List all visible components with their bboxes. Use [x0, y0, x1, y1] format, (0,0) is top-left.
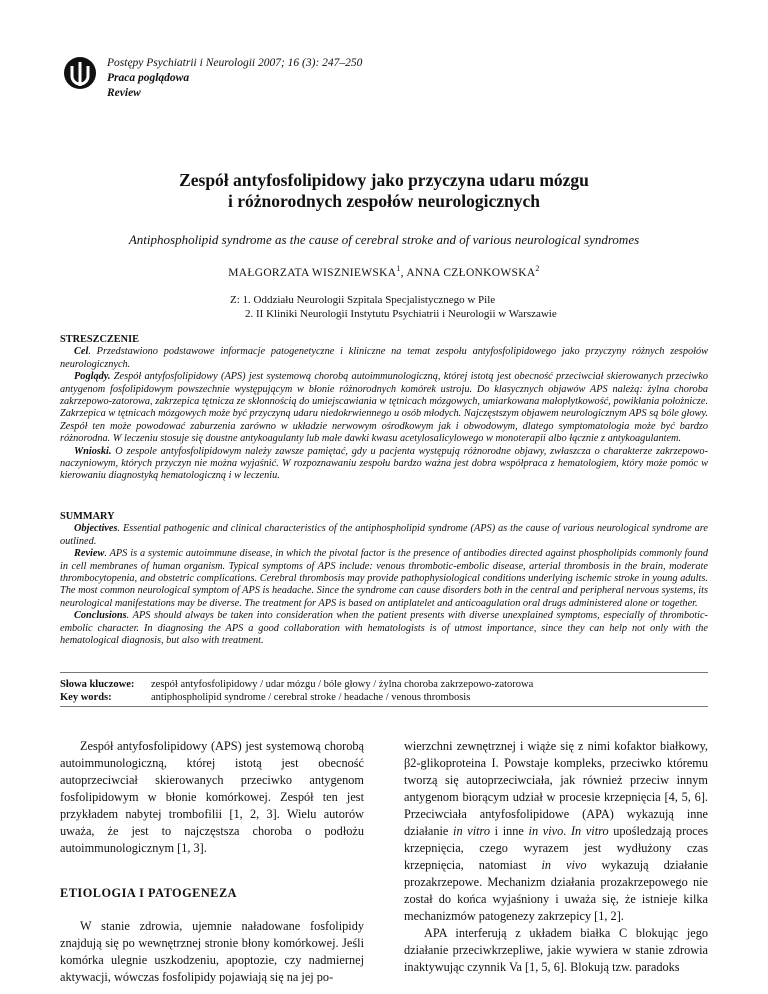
affiliation-1: 1. Oddziału Neurologii Szpitala Specjalistycznego w Pile: [242, 294, 496, 306]
italic-term: in vitro: [453, 824, 491, 838]
keywords-pl-label: Słowa kluczowe:: [60, 679, 135, 690]
cel-text: . Przedstawiono podstawowe informacje patogenetyczne i kliniczne na temat zespołu antyfosfolipidowego jako przyczyny różnych zespołów neurologicznych.: [60, 346, 708, 370]
divider-top: [60, 672, 708, 673]
section-heading: ETIOLOGIA I PATOGENEZA: [60, 886, 238, 900]
abstract-pl-poglady: [60, 371, 708, 445]
article-title: [60, 170, 708, 212]
affiliation-prefix: Z:: [230, 294, 240, 306]
poglady-label: Poglądy.: [74, 371, 111, 383]
text-segment: .: [563, 824, 571, 838]
cel-label: Cel: [74, 346, 89, 358]
abstract-pl-cel: [60, 346, 708, 371]
abstract-en-conclusions: [60, 610, 708, 647]
author-1: MAŁGORZATA WISZNIEWSKA: [228, 266, 397, 279]
paragraph-left: W stanie zdrowia, ujemnie naładowane fosfolipidy znajdują się po wewnętrznej stronie błony komórkowej. Jeśli komórka ulegnie uszkodzeniu, apoptozie, czy nadmiernej aktywacji, wówczas fosfolipidy pojawiają się na jej po-: [60, 919, 364, 984]
title-line-2: i różnorodnych zespołów neurologicznych: [228, 191, 540, 211]
journal-citation: Postępy Psychiatrii i Neurologii 2007; 16 (3): 247–250: [107, 57, 363, 69]
title-line-1: Zespół antyfosfolipidowy jako przyczyna udaru mózgu: [179, 170, 589, 190]
conclusions-label: Conclusions: [74, 610, 127, 622]
italic-term: In vitro: [570, 824, 609, 838]
authors: [60, 264, 708, 279]
affiliation-2: 2. II Kliniki Neurologii Instytutu Psychiatrii i Neurologii w Warszawie: [245, 308, 557, 320]
journal-logo-icon: [63, 56, 97, 90]
objectives-text: . Essential pathogenic and clinical characteristics of the antiphospholipid syndrome (APS) as the cause of various neurological syndrome are outlined.: [60, 523, 708, 547]
abstract-english: [60, 511, 708, 647]
intro-paragraph: Zespół antyfosfolipidowy (APS) jest systemową chorobą autoimmunologiczną, której istotą jest obecność autoprzeciwciał skierowanych przeciwko antygenom fosfolipidowym w błonie komórkowej. Zespół ten jest przykładem nabytej trombofilii [1, 2, 3]. Wielu autorów uważa, że jest to najczęstsza choroba o podłożu autoimmunologicznym [1, 3].: [60, 739, 364, 855]
keywords-en-label: Key words:: [60, 692, 112, 703]
text-segment: wykazują działanie prozakrzepowe. Mechanizm działania prozakrzepowego nie został do końca wyjaśniony i uważa się, że istnieje kilka mechanizmów patogenezy zakrzepicy [1, 2].: [404, 858, 708, 923]
italic-term: in vivo: [528, 824, 564, 838]
author-1-affil: 1: [396, 264, 401, 273]
article-type-pl: Praca poglądowa: [107, 72, 190, 84]
wnioski-text: O zespole antyfosfolipidowym należy zawsze pamiętać, gdy u pacjenta występują różnorodne objawy, zwłaszcza o charakterze zakrzepowo-naczyniowym, których przyczyn nie można wyjaśnić. W rozpoznawaniu zespołu bardzo ważna jest dobra współpraca z hematologiem, który może pomóc w kierowaniu diagnostyką hematologiczną i w leczeniu.: [60, 445, 708, 482]
conclusions-text: . APS should always be taken into consideration when the patient presents with diverse unexplained symptoms, especially of thrombotic-embolic character. In diagnosing the APS a good collaboration with hematologists is of utmost importance, since they can help not only with the hematological diagnosis, but also with treatment.: [60, 610, 708, 647]
keywords: [60, 678, 533, 704]
wnioski-label: Wnioski.: [74, 445, 112, 457]
body-column-left: [60, 738, 364, 986]
abstract-pl-heading: STRESZCZENIE: [60, 334, 139, 345]
abstract-en-objectives: [60, 523, 708, 548]
abstract-en-heading: SUMMARY: [60, 511, 115, 522]
paragraph-right-1: [404, 738, 708, 925]
abstract-pl-wnioski: [60, 446, 708, 483]
body-column-right: [404, 738, 708, 976]
paragraph-right-2: APA interferują z układem białka C blokując jego działanie przeciwkrzepliwe, jakie wywiera w stanie zdrowia inaktywując czynnik Va [1, 5, 6]. Blokują tzw. paradoks: [404, 926, 708, 974]
text-segment: i inne: [490, 824, 529, 838]
text-segment: upośledzają proces krzepnięcia, czego wyrazem jest wydłużony czas krzepnięcia, natomiast: [404, 824, 709, 872]
author-2: ANNA CZŁONKOWSKA: [406, 266, 536, 279]
article-type-en: Review: [107, 87, 141, 99]
review-label: Review: [74, 548, 105, 560]
article-subtitle: Antiphospholipid syndrome as the cause of cerebral stroke and of various neurological syndromes: [128, 232, 640, 247]
author-2-affil: 2: [535, 264, 540, 273]
keywords-en-value: antiphospholipid syndrome / cerebral stroke / headache / venous thrombosis: [151, 692, 471, 703]
objectives-label: Objectives: [74, 523, 118, 535]
italic-term: in vivo: [541, 858, 587, 872]
affiliations: [230, 293, 557, 321]
text-segment: wierzchni zewnętrznej i wiąże się z nimi kofaktor białkowy, β2-glikoproteina I. Powstaje kompleks, przeciwko któremu tworzą się autoprzeciwciała, jak również przeciw innym antygenom biorącym udział w procesie krzepnięcia [4, 5, 6]. Przeciwciała antyfosfolipidowe (APA) wykazują inne działanie: [404, 739, 708, 838]
author-separator: ,: [400, 266, 407, 279]
keywords-pl-value: zespół antyfosfolipidowy / udar mózgu / bóle głowy / żylna choroba zakrzepowo-zatorowa: [151, 679, 534, 690]
journal-header: [107, 56, 362, 101]
divider-bottom: [60, 706, 708, 707]
poglady-text: Zespół antyfosfolipidowy (APS) jest systemową chorobą autoimmunologiczną, której istotą jest obecność przeciwciał skierowanych przeciwko antygenom fosfolipidowym powszechnie występującym w błonie różnorodnych komórek ustroju. Do klasycznych objawów APS należą: żylna choroba zakrzepowo-zatorowa, zakrzepica tętnicza ze skłonnością do umiejscawiania w tętnicach mózgowych, umiarkowana małopłytkowość, powikłania położnicze. Zakrzepica w tętnicach mózgowych może być przyczyną udaru niedokrwiennego u osób młodych. Najczęstszym objawem neurologicznym APS są bóle głowy. Zespół ten może powodować zaburzenia zarówno w układzie nerwowym ośrodkowym jak i obwodowym, dlatego symptomatologia może być bardzo różnorodna. W leczeniu stosuje się doustne antykoagulanty lub małe dawki kwasu acetylosalicylowego w monoterapii albo łącznie z antykoagulantem.: [60, 371, 708, 445]
abstract-en-review: [60, 548, 708, 610]
abstract-polish: [60, 334, 708, 483]
review-text: . APS is a systemic autoimmune disease, in which the pivotal factor is the presence of antibodies directed against phospholipids commonly found in cell membranes of human organism. Typical symptoms of APS include: venous thrombotic-embolic disease, arterial thrombosis in the brain, moderate thrombocytopenia, and obstetric complications. Cerebral thrombosis may provide pathophysiological conditions underlying ischemic stroke in young adults. The most common neurological symptom of APS is headache. Since the syndrome can cause disorders both in the central and peripheral nervous systems, its neurological manifestations may be diverse. The treatment for APS is based on antiplatelet and anticoagulation oral drugs administered alone or together.: [60, 548, 708, 609]
